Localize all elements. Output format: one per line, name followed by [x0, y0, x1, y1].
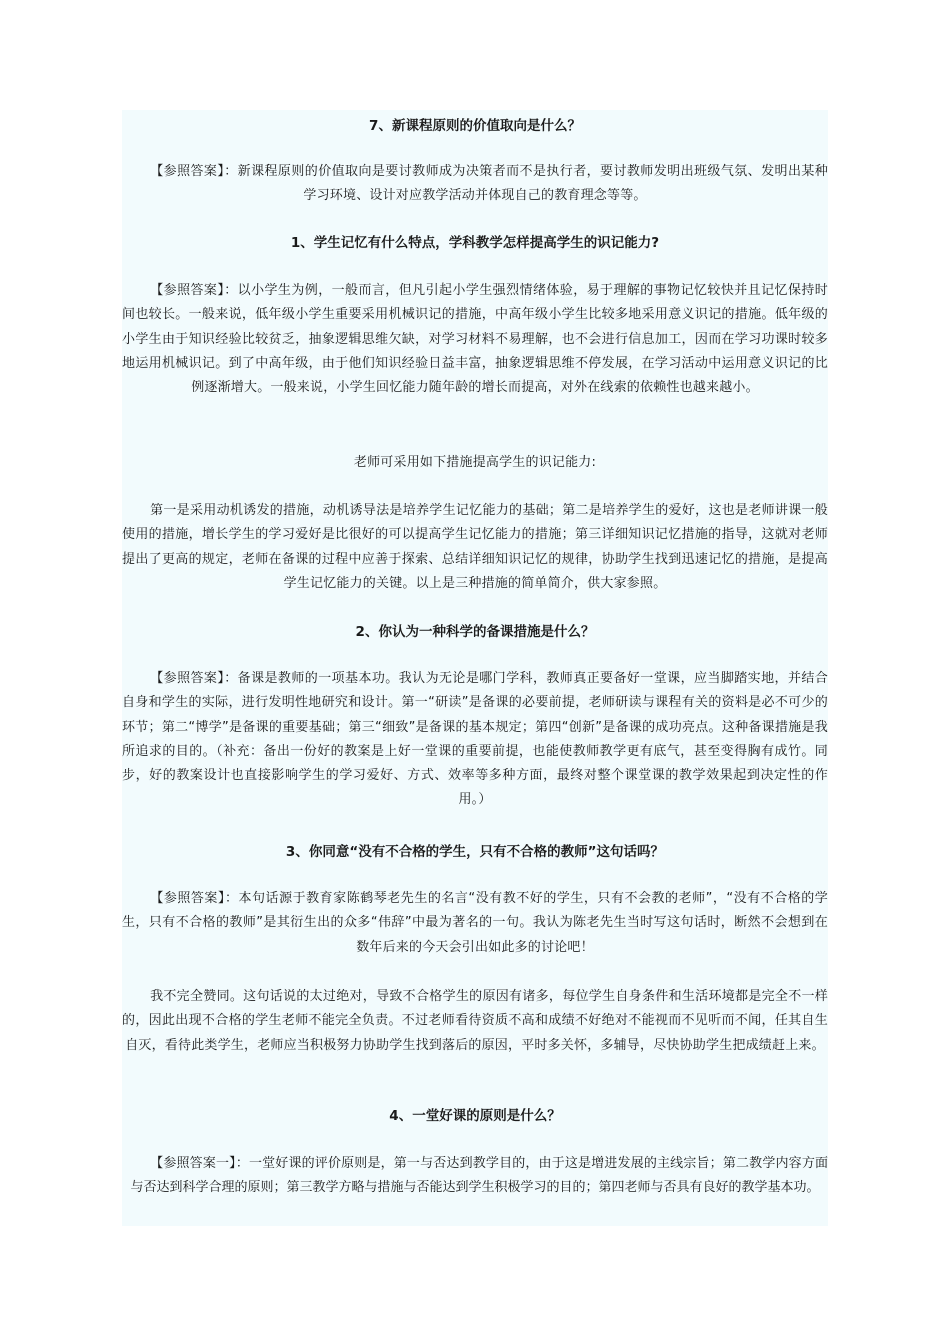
answer-text: ：备课是教师的一项基本功。我认为无论是哪门学科，教师真正要备好一堂课，应当脚踏实地，并结合自身和学生的实际，进行发明性地研究和设计。第一“研读”是备课的必要前提，老师研读与课程有关的资料是必不可少的环节；第二“博学”是备课的重要基础；第三“细致”是备课的基本规定；第四“创新”是备课的成功亮点。这种备课措施是我所追求的目的。（补充：备出一份好的教案是上好一堂课的重要前提，也能使教师教学更有底气，甚至变得胸有成竹。同步，好的教案设计也直接影响学生的学习爱好、方式、效率等多种方面，最终对整个课堂课的教学效果起到决定性的作用。）	[122, 671, 828, 808]
section-heading-2: 2、你认为一种科学的备课措施是什么？	[355, 624, 595, 640]
answer-paragraph	[122, 160, 828, 209]
answer-label: 【参照答案一】	[150, 1156, 236, 1171]
body-paragraph	[122, 499, 828, 596]
body-paragraph: 老师可采用如下措施提高学生的识记能力:	[353, 455, 597, 470]
answer-label: 【参照答案】	[150, 891, 225, 906]
document-content	[122, 110, 828, 1226]
answer-label: 【参照答案】	[150, 283, 225, 298]
answer-paragraph	[122, 667, 828, 813]
answer-text: ：一堂好课的评价原则是，第一与否达到教学目的，由于这是增进发展的主线宗旨；第二教学内容方面与否达到科学合理的原则；第三教学方略与措施与否能达到学生积极学习的目的；第四老师与否具有良好的教学基本功。	[130, 1156, 828, 1196]
answer-paragraph	[122, 279, 828, 400]
body-text: 我不完全赞同。这句话说的太过绝对，导致不合格学生的原因有诸多，每位学生自身条件和生活环境都是完全不一样的，因此出现不合格的学生老师不能完全负责。不过老师看待资质不高和成绩不好绝对不能视而不见听而不闻，任其自生自灭，看待此类学生，老师应当积极努力协助学生找到落后的原因，平时多关怀，多辅导，尽快协助学生把成绩赶上来。	[122, 989, 828, 1053]
section-heading-4: 4、一堂好课的原则是什么？	[389, 1108, 561, 1124]
section-heading-3: 3、你同意“没有不合格的学生，只有不合格的教师”这句话吗？	[285, 844, 665, 860]
answer-paragraph	[122, 887, 828, 960]
answer-text: ：本句话源于教育家陈鹤琴老先生的名言“没有教不好的学生，只有不会教的老师”，“没有不合格的学生，只有不合格的教师”是其衍生出的众多“伟辞”中最为著名的一句。我认为陈老先生当时写这句话时，断然不会想到在数年后来的今天会引出如此多的讨论吧！	[122, 891, 829, 955]
answer-paragraph	[122, 1152, 828, 1201]
section-heading-1: 1、学生记忆有什么特点，学科教学怎样提高学生的识记能力?	[290, 235, 660, 251]
answer-label: 【参照答案】	[150, 671, 225, 686]
answer-label: 【参照答案】	[150, 164, 225, 179]
body-paragraph	[122, 985, 828, 1058]
section-heading-7: 7、新课程原则的价值取向是什么？	[369, 118, 581, 134]
body-text: 第一是采用动机诱发的措施，动机诱导法是培养学生记忆能力的基础；第二是培养学生的爱好，这也是老师讲课一般使用的措施，增长学生的学习爱好是比很好的可以提高学生记忆能力的措施；第三详细知识记忆措施的指导，这就对老师提出了更高的规定，老师在备课的过程中应善于探索、总结详细知识记忆的规律，协助学生找到迅速记忆的措施，是提高学生记忆能力的关键。以上是三种措施的简单简介，供大家参照。	[122, 503, 828, 591]
answer-text: ：以小学生为例，一般而言，但凡引起小学生强烈情绪体验，易于理解的事物记忆较快并且记忆保持时间也较长。一般来说，低年级小学生重要采用机械识记的措施，中高年级小学生比较多地采用意义识记的措施。低年级的小学生由于知识经验比较贫乏，抽象逻辑思维欠缺，对学习材料不易理解，也不会进行信息加工，因而在学习功课时较多地运用机械识记。到了中高年级，由于他们知识经验日益丰富，抽象逻辑思维不停发展，在学习活动中运用意义识记的比例逐渐增大。一般来说，小学生回忆能力随年龄的增长而提高，对外在线索的依赖性也越来越小。	[122, 283, 828, 396]
answer-text: ：新课程原则的价值取向是要讨教师成为决策者而不是执行者，要讨教师发明出班级气氛、发明出某种学习环境、设计对应教学活动并体现自己的教育理念等等。	[224, 164, 828, 204]
